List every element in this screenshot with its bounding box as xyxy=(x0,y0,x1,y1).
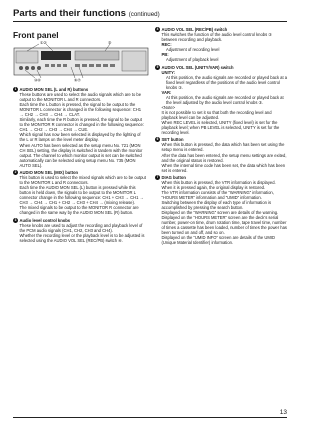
item-paragraph: The VTR information consists of the “WARNING” information, “HOURS METER” information and “UMID” information. xyxy=(161,190,274,201)
left-column xyxy=(13,87,146,245)
item-number-badge: 4 xyxy=(156,27,159,32)
page-number: 13 xyxy=(279,409,287,416)
item-paragraph: These knobs are used to adjust the recording and playback level of the PCM audio signals (CH1, CH2, CH3 and CH4). xyxy=(19,222,143,233)
item-paragraph: When the internal time code has been set, the data which has been set is entered. xyxy=(161,162,286,173)
note-label: <Note> xyxy=(161,104,176,110)
item-paragraph: When this button is pressed, the data which has been set using the setup menu is entered. xyxy=(161,142,285,153)
callout-bottom-left: ③④ xyxy=(34,77,41,82)
section-title: Front panel xyxy=(13,30,59,40)
item-6 xyxy=(155,137,288,172)
item-sub-label: REC: xyxy=(161,42,172,48)
item-paragraph: This switches the function of the audio level control knobs ③ between recording and playback. xyxy=(161,32,273,43)
item-number-badge: 6 xyxy=(156,137,159,142)
header-title: Parts and their functions xyxy=(13,8,127,19)
item-title: AUDIO MON SEL (MIX) button xyxy=(19,169,79,175)
footer-rule xyxy=(13,417,287,418)
item-sub-text: Adjustment of recording level xyxy=(166,47,220,53)
item-title: Audio level control knobs xyxy=(19,217,71,223)
item-paragraph: Similarly, each time the R button is pressed, the signal to be output to the MONITOR R connector is changed in the following sequence: CH1 → CH2 → CH3 → CH4 → CUE. xyxy=(19,117,144,133)
item-paragraph: When it is pressed again, the original display is restored. xyxy=(161,184,266,190)
note-text: It is not possible to set it so that both the recording level and playback level can be adjusted. When REC LEVEL is selected, UNITY (fixed level) is set for the playback level; when PB LEVEL is selected, UNITY is set for the recording level. xyxy=(161,109,280,136)
right-column xyxy=(155,27,288,248)
item-paragraph: Displayed on the “HOURS METER” screen are the deck’s serial number, power-on time, drum rotation time, tape travel time, number of times a cassette has been loaded, number of times the power has been turned on and off, and so on. xyxy=(161,215,287,236)
item-sub-text: At this position, the audio signals are recorded or played back at a fixed level regardless of the positions of the audio level control knobs ③. xyxy=(166,74,288,90)
item-paragraph: This button is used to select the mixed signals which are to be output to the MONITOR L and R connectors. xyxy=(19,174,146,186)
item-paragraph: The mixed signals to be output to the MONITOR R connector are changed in the same way by the AUDIO MON SEL (R) button. xyxy=(19,205,139,216)
item-paragraph: Displayed on the “WARNING” screen are details of the warning. xyxy=(161,210,279,216)
item-title: SET button xyxy=(161,137,184,143)
item-sub-text: At this position, the audio signals are recorded or played back at the level adjusted by the audio level control knobs ③. xyxy=(166,94,284,105)
item-paragraph: Each time the L button is pressed, the signal to be output to the MONITOR L connector is changed in the following sequence: CH1 → CH2 → CH3 → CH4 → CLAT. xyxy=(19,102,142,118)
item-number-badge: 3 xyxy=(14,217,17,222)
header-rule xyxy=(13,21,287,22)
item-1 xyxy=(13,87,146,168)
item-4 xyxy=(155,27,288,62)
item-paragraph: Each time the AUDIO MON SEL (L) button is pressed while this button is held down, the signals to be output to the MONITOR L connector change in the following sequence: CH1 + CH3 → CH1 → CH3 → CH4 → CH1 + CH2 → CH3 + CH4 → (mixing release). xyxy=(19,185,144,206)
item-3 xyxy=(13,218,146,243)
item-title: AUDIO VOL SEL (UNITY/VAR) switch xyxy=(161,64,234,70)
item-sub-text: Adjustment of playback level xyxy=(166,57,219,63)
item-paragraph: Which signal has now been selected is displayed by the lighting of the L or R lamps on the level meter display. xyxy=(19,132,141,143)
item-title: DIAG button xyxy=(161,174,186,180)
item-number-badge: 2 xyxy=(14,169,17,174)
item-paragraph: When AUTO has been selected as the setup menu No. 721 (MON CH SEL) setting, the display is switched in tandem with the monitor output. The channel to which monitor output is set can be switched automatically can be selected using setup menu No. 735 (MON AUTO SEL). xyxy=(19,142,143,168)
item-title: AUDIO MON SEL (L and R) buttons xyxy=(19,87,89,92)
item-sub-label: PB: xyxy=(161,52,169,58)
item-paragraph: Whether the recording level or the playback level is to be adjusted is selected using the AUDIO VOL SEL (REC/PB) switch ④. xyxy=(19,232,145,243)
callout-top-left: ①② xyxy=(40,40,47,45)
item-paragraph: These buttons are used to select the audio signals which are to be output to the MONITOR L and R connectors. xyxy=(19,92,142,103)
callout-bottom-mid: ⑥⑦ xyxy=(74,77,81,82)
callout-top-right: ⑤ xyxy=(108,40,112,45)
item-7 xyxy=(155,175,288,246)
item-sub-label: VAR: xyxy=(161,89,172,95)
item-title: AUDIO VOL SEL (REC/PB) switch xyxy=(161,27,228,32)
item-paragraph: Switching between the display of each type of information is accomplished by pressing the search button. xyxy=(161,200,272,211)
front-panel-illustration xyxy=(13,40,149,82)
header-continued: (continued) xyxy=(128,11,160,18)
item-paragraph: After the data has been entered, the setup menu settings are exited, and the original status is restored. xyxy=(161,152,287,163)
item-number-badge: 7 xyxy=(156,174,159,179)
item-number-badge: 5 xyxy=(156,64,159,69)
item-2 xyxy=(13,170,146,215)
item-paragraph: Displayed on the “UMID INFO” screen are details of the UMID (Unique Material Identifier) information. xyxy=(161,235,275,246)
item-sub-label: UNITY: xyxy=(161,69,175,75)
item-paragraph: When this button is pressed, the VTR information is displayed. xyxy=(161,179,276,185)
item-number-badge: 1 xyxy=(14,87,17,92)
item-5 xyxy=(155,65,288,136)
page-header xyxy=(13,8,160,19)
